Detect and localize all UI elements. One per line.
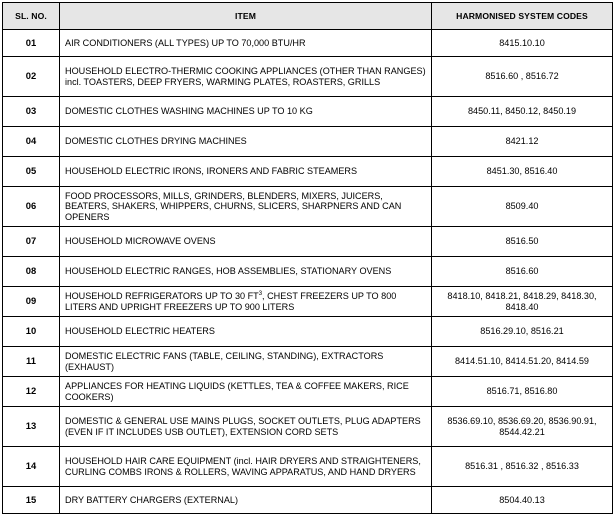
- row-hs-codes: 8450.11, 8450.12, 8450.19: [432, 97, 613, 127]
- row-hs-codes: 8451.30, 8516.40: [432, 157, 613, 187]
- row-hs-codes: 8418.10, 8418.21, 8418.29, 8418.30, 8418.40: [432, 287, 613, 317]
- row-hs-codes: 8516.50: [432, 227, 613, 257]
- row-item: DOMESTIC & GENERAL USE MAINS PLUGS, SOCKET OUTLETS, PLUG ADAPTERS (EVEN IF IT INCLUDES USB OUTLET), EXTENSION CORD SETS: [60, 407, 432, 447]
- row-sl-no: 12: [3, 377, 60, 407]
- table-row: [3, 257, 613, 287]
- table-row: [3, 97, 613, 127]
- table-header-row: [3, 3, 613, 30]
- row-item: DOMESTIC ELECTRIC FANS (TABLE, CEILING, STANDING), EXTRACTORS (EXHAUST): [60, 347, 432, 377]
- row-item: HOUSEHOLD ELECTRO-THERMIC COOKING APPLIANCES (OTHER THAN RANGES) incl. TOASTERS, DEEP FRYERS, WARMING PLATES, ROASTERS, GRILLS: [60, 57, 432, 97]
- row-item: DOMESTIC CLOTHES DRYING MACHINES: [60, 127, 432, 157]
- row-hs-codes: 8421.12: [432, 127, 613, 157]
- row-sl-no: 07: [3, 227, 60, 257]
- table-row: [3, 317, 613, 347]
- row-sl-no: 06: [3, 187, 60, 227]
- table-row: [3, 347, 613, 377]
- hs-codes-table-container: [2, 2, 612, 514]
- row-sl-no: 15: [3, 487, 60, 514]
- table-row: [3, 30, 613, 57]
- row-hs-codes: 8414.51.10, 8414.51.20, 8414.59: [432, 347, 613, 377]
- row-hs-codes: 8536.69.10, 8536.69.20, 8536.90.91, 8544.42.21: [432, 407, 613, 447]
- header-sl-no: SL. NO.: [3, 3, 60, 30]
- row-hs-codes: 8516.29.10, 8516.21: [432, 317, 613, 347]
- row-sl-no: 08: [3, 257, 60, 287]
- row-item: APPLIANCES FOR HEATING LIQUIDS (KETTLES, TEA & COFFEE MAKERS, RICE COOKERS): [60, 377, 432, 407]
- row-sl-no: 05: [3, 157, 60, 187]
- row-sl-no: 02: [3, 57, 60, 97]
- row-hs-codes: 8516.71, 8516.80: [432, 377, 613, 407]
- table-row: [3, 487, 613, 514]
- row-hs-codes: 8415.10.10: [432, 30, 613, 57]
- header-item: ITEM: [60, 3, 432, 30]
- row-hs-codes: 8516.31 , 8516.32 , 8516.33: [432, 447, 613, 487]
- row-sl-no: 13: [3, 407, 60, 447]
- row-item: DOMESTIC CLOTHES WASHING MACHINES UP TO 10 KG: [60, 97, 432, 127]
- row-sl-no: 11: [3, 347, 60, 377]
- row-item: DRY BATTERY CHARGERS (EXTERNAL): [60, 487, 432, 514]
- row-sl-no: 03: [3, 97, 60, 127]
- table-row: [3, 407, 613, 447]
- hs-codes-table: [2, 2, 613, 514]
- row-item: HOUSEHOLD HAIR CARE EQUIPMENT (incl. HAIR DRYERS AND STRAIGHTENERS, CURLING COMBS IRONS & ROLLERS, WAVING APPARATUS, AND HAND DRYERS: [60, 447, 432, 487]
- row-item-text: HOUSEHOLD REFRIGERATORS UP TO 30 FT: [65, 291, 259, 301]
- row-item: FOOD PROCESSORS, MILLS, GRINDERS, BLENDERS, MIXERS, JUICERS, BEATERS, SHAKERS, WHIPPERS, CHURNS, SLICERS, SHARPNERS AND CAN OPENERS: [60, 187, 432, 227]
- header-hs-codes: HARMONISED SYSTEM CODES: [432, 3, 613, 30]
- row-item: [60, 287, 432, 317]
- superscript-3: 3: [258, 291, 263, 297]
- row-item: AIR CONDITIONERS (ALL TYPES) UP TO 70,000 BTU/HR: [60, 30, 432, 57]
- row-hs-codes: 8516.60: [432, 257, 613, 287]
- row-sl-no: 01: [3, 30, 60, 57]
- table-row: [3, 187, 613, 227]
- row-item: HOUSEHOLD ELECTRIC IRONS, IRONERS AND FABRIC STEAMERS: [60, 157, 432, 187]
- row-sl-no: 09: [3, 287, 60, 317]
- table-row: [3, 157, 613, 187]
- row-item: HOUSEHOLD ELECTRIC RANGES, HOB ASSEMBLIES, STATIONARY OVENS: [60, 257, 432, 287]
- table-row: [3, 57, 613, 97]
- row-sl-no: 14: [3, 447, 60, 487]
- table-row: [3, 227, 613, 257]
- table-row: [3, 377, 613, 407]
- row-item-text-cont: , CHEST FREEZERS UP TO 800 LITERS AND UPRIGHT FREEZERS UP TO 900 LITERS: [65, 291, 397, 312]
- row-item: HOUSEHOLD ELECTRIC HEATERS: [60, 317, 432, 347]
- row-hs-codes: 8516.60 , 8516.72: [432, 57, 613, 97]
- table-row: [3, 287, 613, 317]
- row-sl-no: 10: [3, 317, 60, 347]
- row-hs-codes: 8509.40: [432, 187, 613, 227]
- row-sl-no: 04: [3, 127, 60, 157]
- row-item: HOUSEHOLD MICROWAVE OVENS: [60, 227, 432, 257]
- table-row: [3, 447, 613, 487]
- table-row: [3, 127, 613, 157]
- row-hs-codes: 8504.40.13: [432, 487, 613, 514]
